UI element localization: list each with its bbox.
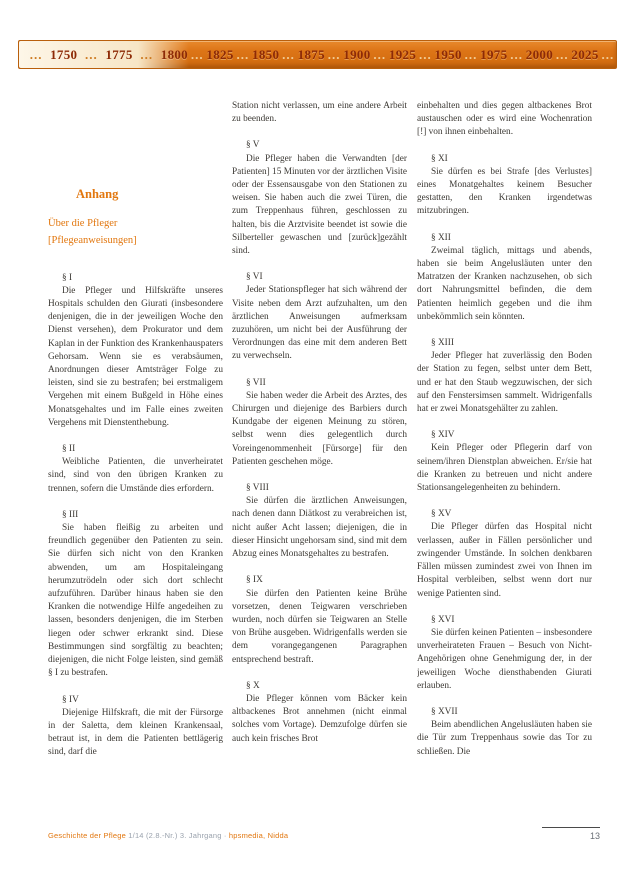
section-paragraph: Sie haben fleißig zu arbeiten und freundlich gegenüber den Patienten zu sein. Sie dürfen sich nicht von den Kranken abwenden, um am Hospitaleingang herumzutrödeln oder sich dort schlecht aufzuführen. Darüber hinaus haben sie den Kranken die notwendige Hilfe angedeihen zu lassen, besonders denjenigen, die im Sterben liegen oder schwer erkrankt sind. Diese Bestimmungen sind sorgfältig zu beachten; diejenigen, die nicht Folge leisten, sind gemäß § I zu bestrafen.	[48, 523, 223, 679]
section-marker: § XI	[431, 153, 448, 164]
section-10	[232, 680, 407, 746]
section-paragraph: Sie dürfen den Patienten keine Brühe vorsetzen, denen Teigwaren verschrieben wurden, noch dürfen sie Teigwaren an Stelle von Brühe ausgeben. Widrigenfalls werden sie dem vorangegangenen Paragraphen entsprechend bestraft.	[232, 588, 407, 665]
section-7	[232, 377, 407, 469]
section-paragraph: Weibliche Patienten, die unverheiratet sind, sind von den übrigen Kranken zu trennen, sofern die Umstände dies erfordern.	[48, 457, 223, 494]
timeline-separator: ...	[85, 46, 98, 62]
article-heading: Anhang	[76, 187, 119, 201]
timeline-separator: ...	[327, 46, 341, 62]
page-number: 13	[589, 831, 600, 841]
timeline-year-2000: 2000	[525, 46, 553, 62]
timeline-year-1825: 1825	[206, 46, 234, 62]
timeline-year-1800: 1800	[160, 46, 188, 62]
section-8	[232, 482, 407, 561]
timeline-separator: ...	[190, 46, 204, 62]
section-paragraph: Kein Pfleger oder Pflegerin darf von seinem/ihren Dienstplan abweichen. Er/sie hat die Kranken zu betreuen und nicht andere Stationsangelegenheiten zu behindern.	[417, 443, 592, 494]
timeline-separator: ...	[464, 46, 478, 62]
timeline-year-1750: 1750	[50, 46, 78, 62]
continuation-paragraph: einbehalten und dies gegen altbackenes Brot austauschen oder es wird eine Wochenration [!] von ihnen einbehalten.	[417, 101, 592, 138]
timeline-separator: ...	[510, 46, 523, 62]
text-column-left	[48, 100, 223, 828]
article-subheading-note: [Pflegeanweisungen]	[48, 235, 137, 247]
section-paragraph: Beim abendlichen Angelusläuten haben sie die Tür zum Treppenhaus sowie das Tor zu schließen. Die	[417, 720, 592, 757]
footer-credit	[48, 831, 288, 840]
section-marker: § V	[246, 140, 260, 151]
timeline-separator: ...	[282, 46, 295, 62]
section-marker: § I	[62, 272, 73, 283]
page-number-rule	[542, 827, 600, 828]
timeline-separator: ...	[236, 46, 250, 62]
timeline-year-1900: 1900	[343, 46, 371, 62]
section-17	[417, 706, 592, 759]
section-marker: § IX	[246, 575, 263, 586]
timeline-separator: ...	[555, 46, 569, 62]
section-marker: § X	[246, 680, 260, 691]
section-13	[417, 337, 592, 416]
section-marker: § XV	[431, 509, 452, 520]
section-6	[232, 271, 407, 363]
section-paragraph: Die Pfleger und Hilfskräfte unseres Hospitals schulden den Giurati (insbesondere denjenigen, die in der jeweiligen Woche den Dienst versehen), dem Prokurator und dem Kaplan in der Funktion des Krankenhauspaters Gehorsam. Wenn sie es verabsäumen, Anordnungen dieser Amtsträger Folge zu leisten, sind sie zu bestrafen; bei erstmaligem Vergehen mit einem Bußgeld in Höhe eines Monatsgehaltes und im Falle eines zweiten Vergehens mit Dienstenthebung.	[48, 285, 223, 428]
section-paragraph: Sie dürfen keinen Patienten – insbesondere unverheirateten Frauen – Besuch von Nicht-Angehörigen ohne Genehmigung der, in der jeweiligen Woche diensthabenden Giurati erlauben.	[417, 627, 592, 691]
section-14	[417, 429, 592, 495]
timeline-separator: ...	[601, 46, 615, 62]
section-marker: § II	[62, 444, 76, 455]
footer-publisher: hpsmedia, Nidda	[228, 831, 289, 840]
timeline-year-1875: 1875	[297, 46, 325, 62]
section-16	[417, 614, 592, 693]
section-15	[417, 508, 592, 600]
section-5	[232, 139, 407, 258]
timeline-year-1850: 1850	[252, 46, 280, 62]
section-1	[48, 272, 223, 430]
section-marker: § VI	[246, 272, 263, 283]
article-subheading: Über die Pfleger	[48, 218, 118, 230]
section-4	[48, 694, 223, 760]
timeline-year-2025: 2025	[571, 46, 599, 62]
section-paragraph: Sie dürfen die ärztlichen Anweisungen, nach denen dann Diätkost zu verabreichen ist, nicht außer Acht lassen; diejenigen, die in dieser Hinsicht ungehorsam sind, sind mit dem Abzug eines Monatsgehaltes zu bestrafen.	[232, 496, 407, 560]
section-paragraph: Die Pfleger haben die Verwandten [der Patienten] 15 Minuten vor der ärztlichen Visite oder der Essensausgabe von den Stationen zu weisen. Sie haben auch die zwei Türen, die zum Treppenhaus führen, geschlossen zu halten, bis die Arztvisite beendet ist sowie die Silberteller gewaschen und [zurück]gezählt sind.	[232, 153, 407, 257]
section-marker: § VIII	[246, 483, 269, 494]
continuation-paragraph: Station nicht verlassen, um eine andere Arbeit zu beenden.	[232, 101, 407, 125]
section-marker: § VII	[246, 377, 266, 388]
section-paragraph: Zweimal täglich, mittags und abends, haben sie beim Angelusläuten unter den Matratzen der Kranken nachzusehen, ob sich dort Nahrungsmittel befinden, die dem Patienten heimlich gegeben und die ihm unbekömmlich sein könnten.	[417, 245, 592, 322]
timeline-separator: ...	[418, 46, 432, 62]
section-marker: § XIV	[431, 430, 455, 441]
timeline-year-1775: 1775	[105, 46, 133, 62]
section-marker: § XIII	[431, 338, 454, 349]
timeline-separator: ...	[140, 46, 154, 62]
timeline-year-1975: 1975	[480, 46, 508, 62]
section-2	[48, 443, 223, 496]
section-paragraph: Die Pfleger können vom Bäcker kein altbackenes Brot annehmen (nicht einmal solches vom Vortage). Demzufolge dürfen sie auch kein frisches Brot	[232, 693, 407, 744]
footer-journal-title: Geschichte der Pflege	[48, 831, 126, 840]
section-marker: § IV	[62, 694, 79, 705]
section-paragraph: Sie haben weder die Arbeit des Arztes, des Chirurgen und diejenige des Barbiers durch Kundgabe der eigenen Meinung zu stören, selbst wenn dies gelegentlich durch Voreingenommenheit [Fürsorge] für den Patienten geschehen möge.	[232, 390, 407, 467]
section-9	[232, 574, 407, 666]
section-3	[48, 509, 223, 681]
section-marker: § XII	[431, 232, 451, 243]
section-marker: § XVII	[431, 706, 458, 717]
timeline-year-1950: 1950	[434, 46, 462, 62]
section-paragraph: Diejenige Hilfskraft, die mit der Fürsorge in der Saletta, dem kleinen Krankensaal, betraut ist, in dem die Patienten bettlägerig sind, darf die	[48, 707, 223, 758]
section-marker: § III	[62, 509, 79, 520]
timeline-separator: ...	[29, 46, 43, 62]
text-column-right	[417, 100, 592, 828]
section-paragraph: Die Pfleger dürfen das Hospital nicht verlassen, außer in Fällen persönlicher und zwingender Umstände. In solchen denkbaren Fällen müssen zumindest zwei von Ihnen im Hospital verbleiben, selbst wenn dort nur wenige Patienten sind.	[417, 522, 592, 599]
section-marker: § XVI	[431, 614, 455, 625]
text-column-middle	[232, 100, 407, 828]
section-paragraph: Sie dürfen es bei Strafe [des Verlustes] eines Monatgehaltes keinem Besucher gestatten, den Kranken irgendetwas mitzubringen.	[417, 166, 592, 217]
timeline-highlight-period	[19, 41, 189, 68]
section-paragraph: Jeder Pfleger hat zuverlässig den Boden der Station zu fegen, selbst unter dem Bett, und er hat den Staub wegzuwischen, der sich auf den Fenstersimsen sammelt. Widrigenfalls hat er zwei Monatsgehälter zu zahlen.	[417, 351, 592, 415]
timeline-banner	[18, 40, 617, 69]
section-11	[417, 153, 592, 219]
footer-issue-info: 1/14 (2.8.-Nr.) 3. Jahrgang ·	[126, 831, 229, 840]
timeline-separator: ...	[373, 46, 387, 62]
section-paragraph: Jeder Stationspfleger hat sich während der Visite neben dem Arzt aufzuhalten, um den ärztlichen Anweisungen aufmerksam zuzuhören, um nicht bei der Ausführung der Verordnungen das eine mit dem anderen Bett zu verwechseln.	[232, 285, 407, 362]
timeline-year-1925: 1925	[388, 46, 417, 62]
section-12	[417, 232, 592, 324]
